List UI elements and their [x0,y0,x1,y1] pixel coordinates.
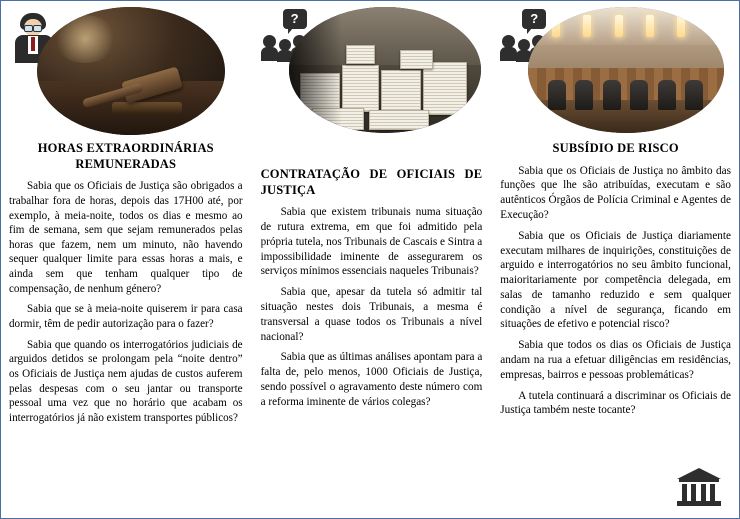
columns-container [1,1,739,518]
column-horas-extraordinarias [9,7,252,514]
courthouse-icon [677,468,721,508]
column-3-media [500,7,731,135]
document-stacks-photo [289,7,481,133]
page-title-horas: HORAS EXTRAORDINÁRIAS REMUNERADAS [37,141,214,171]
paragraph: Sabia que os Oficiais de Justiça são obrigados a trabalhar fora de horas, depois das 17H00 até, por exemplo, à meia-noite, todos os dias e mesmo ao fim de semana, sem que sejam remunerados pelas horas que fazem, nem um minuto, não havendo sequer qualquer limite para essas horas a mais, e ainda sem que tenham qualquer tipo de compensação, de nenhum género? [9,180,243,295]
courtroom-interior-photo [528,7,724,133]
paragraph: Sabia que os Oficiais de Justiça no âmbito das funções que lhe são atribuídas, executam e são autênticos Órgãos de Polícia Criminal e Agentes de Execução? [500,164,731,221]
column-contratacao [252,7,492,514]
paragraph: Sabia que, apesar da tutela só admitir tal situação nestes dois Tribunais, a mesma é transversal a quase todos os Tribunais a nível nacional? [260,286,483,343]
column-2-media [261,7,483,135]
paragraph: Sabia que todos os dias os Oficiais de Justiça andam na rua a efetuar diligências em residências, empresas, bairros e pessoas problemáticas? [500,339,731,381]
paragraph: Sabia que se à meia-noite quiserem ir para casa dormir, têm de pedir autorização para o fazer? [9,303,243,331]
paragraph: Sabia que as últimas análises apontam para a falta de, pelo menos, 1000 Oficiais de Justiça, sendo possível o agravamento deste número com a reforma iminente de vários colegas? [260,351,483,408]
column-subsidio-de-risco [491,7,731,514]
column-1-media [9,7,243,135]
paragraph: A tutela continuará a discriminar os Oficiais de Justiça também neste tocante? [500,389,731,417]
paragraph: Sabia que quando os interrogatórios judiciais de arguidos detidos se prolongam pela “noite dentro” os Oficiais de Justiça nem ajudas de custos auferem pelas despesas com o seu jantar ou transporte pessoal uma vez que no horário que acabam os interrogatórios já não existem transportes públicos? [9,338,243,424]
gavel-photo [37,7,225,135]
page-title-contratacao: CONTRATAÇÃO DE OFICIAIS DE JUSTIÇA [260,167,483,197]
paragraph: Sabia que os Oficiais de Justiça diariamente executam milhares de inquirições, constituições de arguido e interrogatórios no seu âmbito funcional, maioritariamente por competência delegada, em salas de tamanho reduzido e sem qualquer condição a nível de segurança, ficando em situações de efetivo e potencial risco? [500,229,731,331]
paragraph: Sabia que existem tribunais numa situação de rutura extrema, em que foi admitido pela própria tutela, nos Tribunais de Cascais e Sintra a impossibilidade iminente de assegurarem os serviços mínimos essenciais naqueles Tribunais? [260,206,483,278]
page-title-subsidio: SUBSÍDIO DE RISCO [552,141,679,155]
